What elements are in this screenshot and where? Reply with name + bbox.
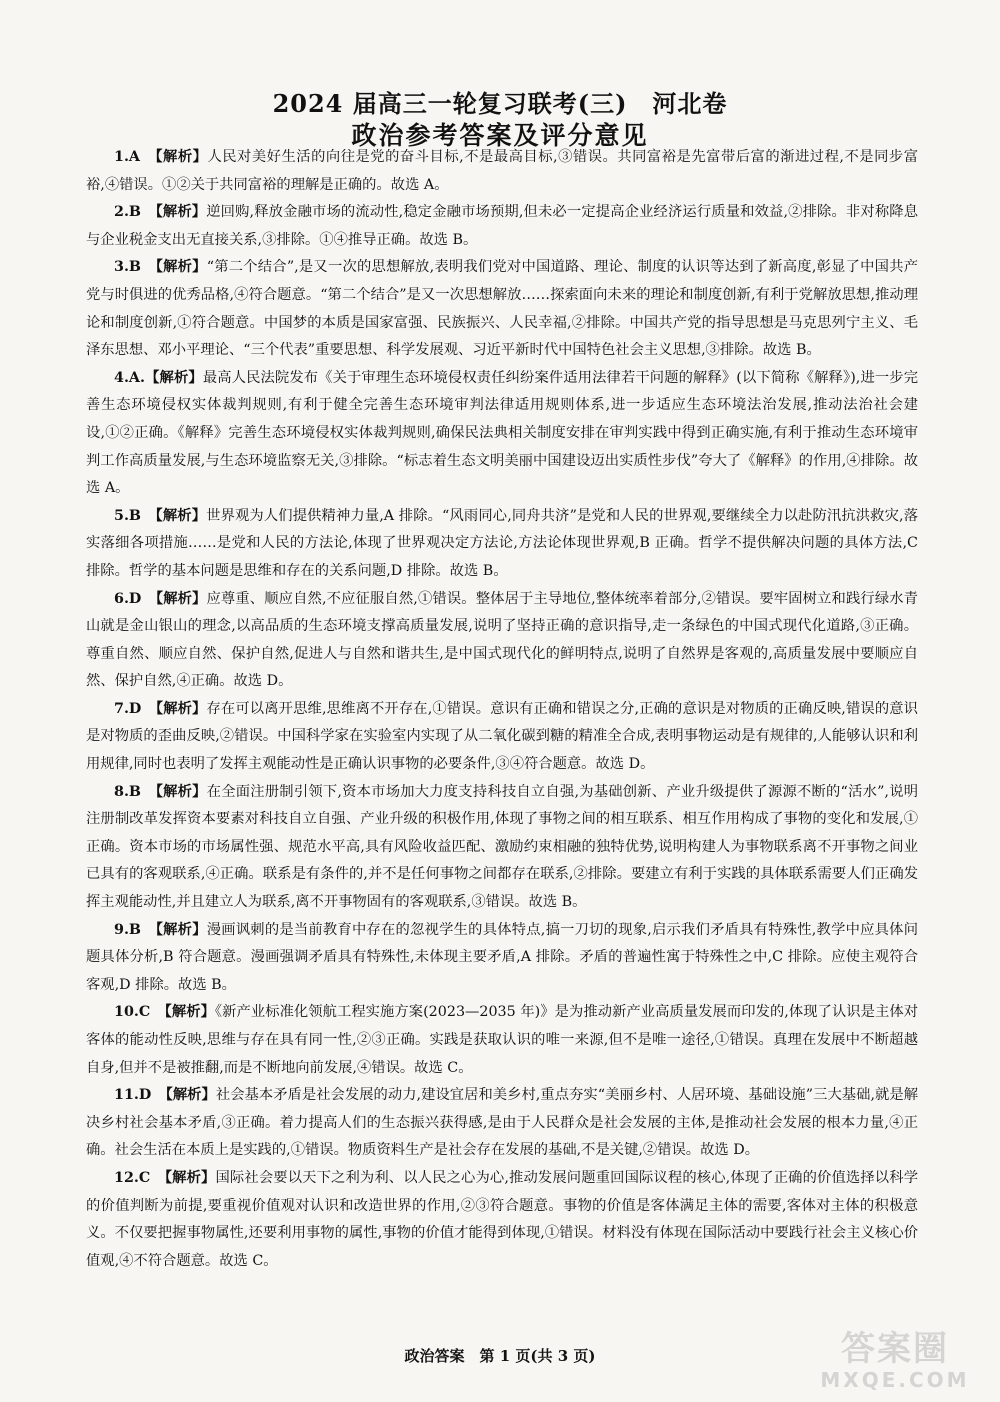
answer-item-2: [86, 199, 918, 254]
answer-item-10: [86, 999, 918, 1082]
answer-item-9: [86, 917, 918, 1000]
answer-text: 存在可以离开思维,思维离不开存在,①错误。意识有正确和错误之分,正确的意识是对物质的正确反映,错误的意识是对物质的歪曲反映,②错误。中国科学家在实验室内实现了从二氧化碳到糖的精准全合成,表明事物运动是有规律的,人能够认识和利用规律,同时也表明了发挥主观能动性是正确认识事物的必要条件,③④符合题意。故选 D。: [86, 700, 918, 773]
answer-text: 在全面注册制引领下,资本市场加大力度支持科技自立自强,为基础创新、产业升级提供了源源不断的“活水”,说明注册制改革发挥资本要素对科技自立自强、产业升级的积极作用,体现了事物之间的相互联系、相互作用构成了事物的变化和发展,①正确。资本市场的市场属性强、规范水平高,具有风险收益匹配、激励约束相融的独特优势,说明构建人为事物联系离不开事物之间业已具有的客观联系,④正确。联系是有条件的,并不是任何事物之间都存在联系,②排除。要建立有利于实践的具体联系需要人们正确发挥主观能动性,并且建立人为联系,离不开事物固有的客观联系,③错误。故选 B。: [86, 783, 919, 911]
analysis-tag: 【解析】: [155, 204, 207, 221]
answer-text: 国际社会要以天下之利为利、以人民之心为心,推动发展问题重回国际议程的核心,体现了正确的价值选择以科学的价值判断为前提,要重视价值观对认识和改造世界的作用,②③符合题意。事物的价值是客体满足主体的需要,客体对主体的积极意义。不仅要把握事物属性,还要利用事物的属性,事物的价值才能得到体现,①错误。材料没有体现在国际活动中要践行社会主义核心价值观,④不符合题意。故选 C。: [86, 1169, 918, 1269]
answer-item-5: [86, 503, 918, 586]
analysis-tag: 【解析】: [165, 1087, 216, 1104]
answer-text: 应尊重、顺应自然,不应征服自然,①错误。整体居于主导地位,整体统率着部分,②错误。要牢固树立和践行绿水青山就是金山银山的理念,以高品质的生态环境支撑高质量发展,说明了坚持正确的意识指导,走一条绿色的中国式现代化道路,③正确。尊重自然、顺应自然、保护自然,促进人与自然和谐共生,是中国式现代化的鲜明特点,说明了自然界是客观的,高质量发展中要顺应自然、保护自然,④正确。故选 D。: [86, 590, 918, 690]
answer-number: 7.D: [114, 700, 142, 717]
answer-text: 《新产业标准化领航工程实施方案(2023—2035 年)》是为推动新产业高质量发展而印发的,体现了认识是主体对客体的能动性反映,思维与存在具有同一性,②③正确。实践是获取认识的唯一来源,但不是唯一途径,①错误。真理在发展中不断超越自身,但并不是被推翻,而是不断地向前发展,④错误。故选 C。: [86, 1004, 919, 1076]
answer-item-1: [86, 144, 918, 199]
analysis-tag: 【解析】: [164, 1004, 215, 1021]
page-subtitle: 政治参考答案及评分意见: [351, 121, 649, 150]
analysis-tag: 【解析】: [155, 700, 207, 717]
analysis-tag: 【解析】: [155, 507, 207, 524]
answer-list: [86, 144, 918, 1275]
answer-text: 最高人民法院发布《关于审理生态环境侵权责任纠纷案件适用法律若干问题的解释》(以下简称《解释》),进一步完善生态环境侵权实体裁判规则,有利于健全完善生态环境审判法律适用规则体系,进一步适应生态环境法治发展,推动法治社会建设,①②正确。《解释》完善生态环境侵权实体裁判规则,确保民法典相关制度安排在审判实践中得到正确实施,有利于推动生态环境审判工作高质量发展,与生态环境监察无关,③排除。“标志着生态文明美丽中国建设迈出实质性步伐”夸大了《解释》的作用,④排除。故选 A。: [86, 369, 919, 497]
answer-item-7: [86, 696, 918, 779]
answer-number: 1.A: [114, 149, 141, 165]
analysis-tag: 【解析】: [145, 369, 203, 386]
analysis-tag: 【解析】: [155, 259, 207, 276]
answer-text: 逆回购,释放金融市场的流动性,稳定金融市场预期,但未必一定提高企业经济运行质量和效益,②排除。非对称降息与企业税金支出无直接关系,③排除。①④推导正确。故选 B。: [86, 204, 918, 248]
watermark-line-2: MXQE.COM: [820, 1368, 970, 1392]
answer-item-11: [86, 1082, 918, 1165]
answer-number: 11.D: [114, 1087, 152, 1104]
answer-item-4: [86, 365, 918, 503]
answer-text: “第二个结合”,是又一次的思想解放,表明我们党对中国道路、理论、制度的认识等达到了新高度,彰显了中国共产党与时俱进的优秀品格,④符合题意。“第二个结合”是又一次思想解放……探索面向未来的理论和制度创新,有利于党解放思想,推动理论和制度创新,①符合题意。中国梦的本质是国家富强、民族振兴、人民幸福,②排除。中国共产党的指导思想是马克思列宁主义、毛泽东思想、邓小平理论、“三个代表”重要思想、科学发展观、习近平新时代中国特色社会主义思想,③排除。故选 B。: [86, 259, 919, 359]
answer-text: 社会基本矛盾是社会发展的动力,建设宜居和美乡村,重点夯实“美丽乡村、人居环境、基础设施”三大基础,就是解决乡村社会基本矛盾,③正确。着力提高人们的生态振兴获得感,是由于人民群众是社会发展的主体,是推动社会发展的根本力量,④正确。社会生活在本质上是实践的,①错误。物质资料生产是社会存在发展的基础,不是关键,②错误。故选 D。: [86, 1087, 919, 1159]
page-footer: 政治答案 第 1 页(共 3 页): [404, 1347, 596, 1365]
analysis-tag: 【解析】: [155, 149, 208, 165]
answer-number: 12.C: [114, 1169, 151, 1186]
answer-number: 3.B: [114, 259, 142, 276]
answer-item-3: [86, 254, 918, 364]
answer-number: 2.B: [114, 204, 142, 221]
answer-number: 10.C: [114, 1004, 151, 1021]
analysis-tag: 【解析】: [155, 921, 207, 938]
analysis-tag: 【解析】: [164, 1169, 216, 1186]
answer-text: 漫画讽刺的是当前教育中存在的忽视学生的具体特点,搞一刀切的现象,启示我们矛盾具有特殊性,教学中应具体问题具体分析,B 符合题意。漫画强调矛盾具有特殊性,未体现主要矛盾,A 排除。矛盾的普遍性寓于特殊性之中,C 排除。应使主观符合客观,D 排除。故选 B。: [86, 921, 918, 993]
watermark-logo: [800, 1330, 990, 1396]
answer-text: 世界观为人们提供精神力量,A 排除。“风雨同心,同舟共济”是党和人民的世界观,要继续全力以赴防汛抗洪救灾,落实落细各项措施……是党和人民的方法论,体现了世界观决定方法论,方法论体现世界观,B 正确。哲学不提供解决问题的具体方法,C 排除。哲学的基本问题是思维和存在的关系问题,D 排除。故选 B。: [86, 507, 919, 579]
analysis-tag: 【解析】: [155, 590, 207, 607]
answer-item-12: [86, 1165, 918, 1275]
answer-item-8: [86, 779, 918, 917]
answer-number: 8.B: [114, 783, 142, 800]
answer-number: 4.A.: [114, 369, 145, 386]
watermark-line-1: 答案圈: [841, 1329, 949, 1369]
answer-number: 5.B: [114, 507, 142, 524]
answer-number: 6.D: [114, 590, 142, 607]
answer-item-6: [86, 586, 918, 696]
answer-number: 9.B: [114, 921, 142, 938]
answer-text: 人民对美好生活的向往是党的奋斗目标,不是最高目标,③错误。共同富裕是先富带后富的渐进过程,不是同步富裕,④错误。①②关于共同富裕的理解是正确的。故选 A。: [86, 149, 918, 193]
analysis-tag: 【解析】: [155, 783, 207, 800]
page-title: 2024 届高三一轮复习联考(三) 河北卷: [272, 89, 728, 118]
